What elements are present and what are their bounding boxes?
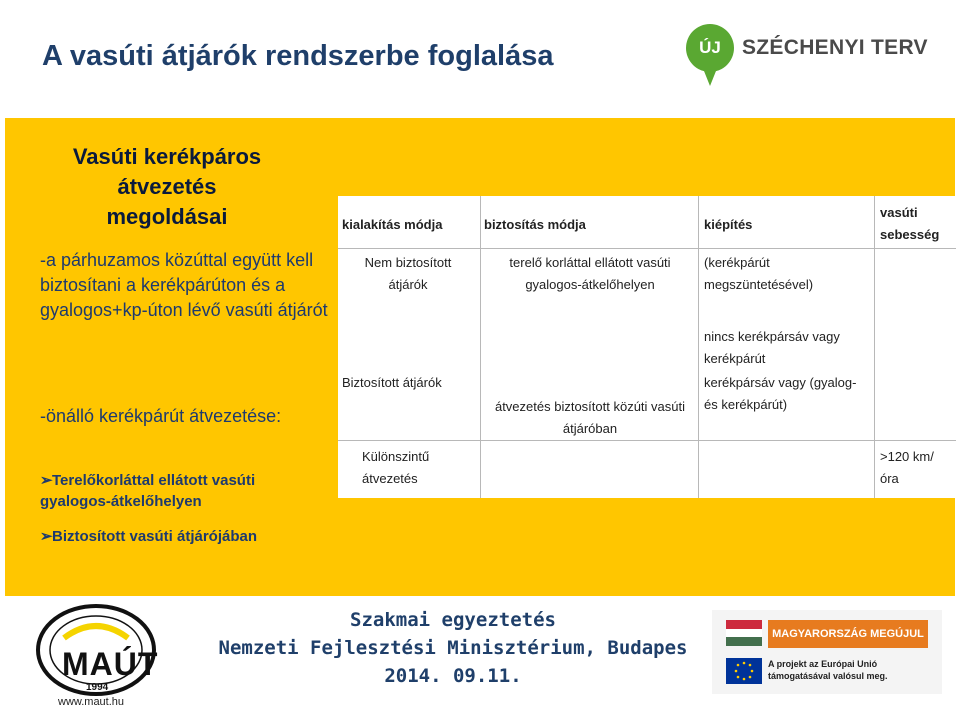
eu-support-box (712, 610, 942, 694)
footer-event-text (200, 606, 706, 690)
badge-tail-icon (702, 66, 718, 86)
table-divider (698, 196, 699, 498)
table-cell: Nem biztosított átjárók (364, 255, 452, 292)
table-cell: Különszintű átvezetés (362, 449, 430, 486)
table-cell: nincs kerékpársáv vagy kerékpárút (704, 329, 840, 366)
table-cell: terelő korláttal ellátott vasúti gyalogos-átkelőhelyen (509, 255, 671, 292)
footer-line: Nemzeti Fejlesztési Minisztérium, Budapes (218, 637, 688, 659)
hungary-flag-icon (726, 620, 762, 646)
bullet-item (40, 526, 330, 547)
table-header: vasúti sebesség (880, 205, 940, 242)
table-header: kiépítés (704, 217, 753, 232)
paragraph-parallel: -a párhuzamos közúttal együtt kell biztosítani a kerékpárúton és a gyalogos+kp-úton lévő vasúti átjárót (40, 250, 328, 320)
szechenyi-logo (686, 24, 946, 96)
bullet-item (40, 470, 330, 512)
maut-logo (34, 604, 164, 716)
panel-title-line: átvezetés (117, 174, 217, 199)
table-divider (338, 248, 956, 249)
crossing-table (338, 196, 956, 498)
page-title: A vasúti átjárók rendszerbe foglalása (42, 40, 554, 72)
eu-flag-icon (726, 658, 762, 684)
table-divider (338, 440, 956, 441)
panel-title-line: Vasúti kerékpáros (72, 144, 262, 169)
table-cell: átvezetés biztosított közúti vasúti átjáróban (494, 399, 686, 436)
panel-title-line: megoldásai (106, 204, 228, 229)
table-cell: kerékpársáv vagy (gyalog- és kerékpárút) (704, 375, 857, 412)
table-divider (480, 196, 481, 498)
maut-year: 1994 (86, 682, 109, 693)
maut-url[interactable]: www.maut.hu (58, 696, 125, 708)
paragraph-independent: -önálló kerékpárút átvezetése: (40, 406, 282, 426)
table-cell: >120 km/óra (880, 449, 934, 486)
mo-banner: MAGYARORSZÁG MEGÚJUL (768, 620, 928, 648)
eu-support-text: A projekt az Európai Unió támogatásával valósul meg. (768, 659, 888, 681)
arrow-bullet-icon: ➢ (40, 472, 53, 489)
table-divider (874, 196, 875, 498)
footer-line: 2014. 09.11. (384, 665, 522, 687)
uj-badge: ÚJ (686, 24, 734, 72)
bullet-text: Biztosított vasúti átjárójában (52, 528, 258, 545)
table-cell: (kerékpárút megszüntetésével) (704, 255, 814, 292)
maut-logo-text: MAÚT (62, 646, 159, 682)
table-header: kialakítás módja (342, 217, 443, 232)
logo-name: SZÉCHENYI TERV (742, 36, 928, 59)
footer-line: Szakmai egyeztetés (350, 609, 556, 631)
table-header: biztosítás módja (484, 217, 586, 232)
bullet-text: Terelőkorláttal ellátott vasúti gyalogos-átkelőhelyen (40, 472, 256, 510)
table-cell: Biztosított átjárók (342, 375, 442, 390)
panel-title (30, 142, 304, 232)
arrow-bullet-icon: ➢ (40, 528, 53, 545)
